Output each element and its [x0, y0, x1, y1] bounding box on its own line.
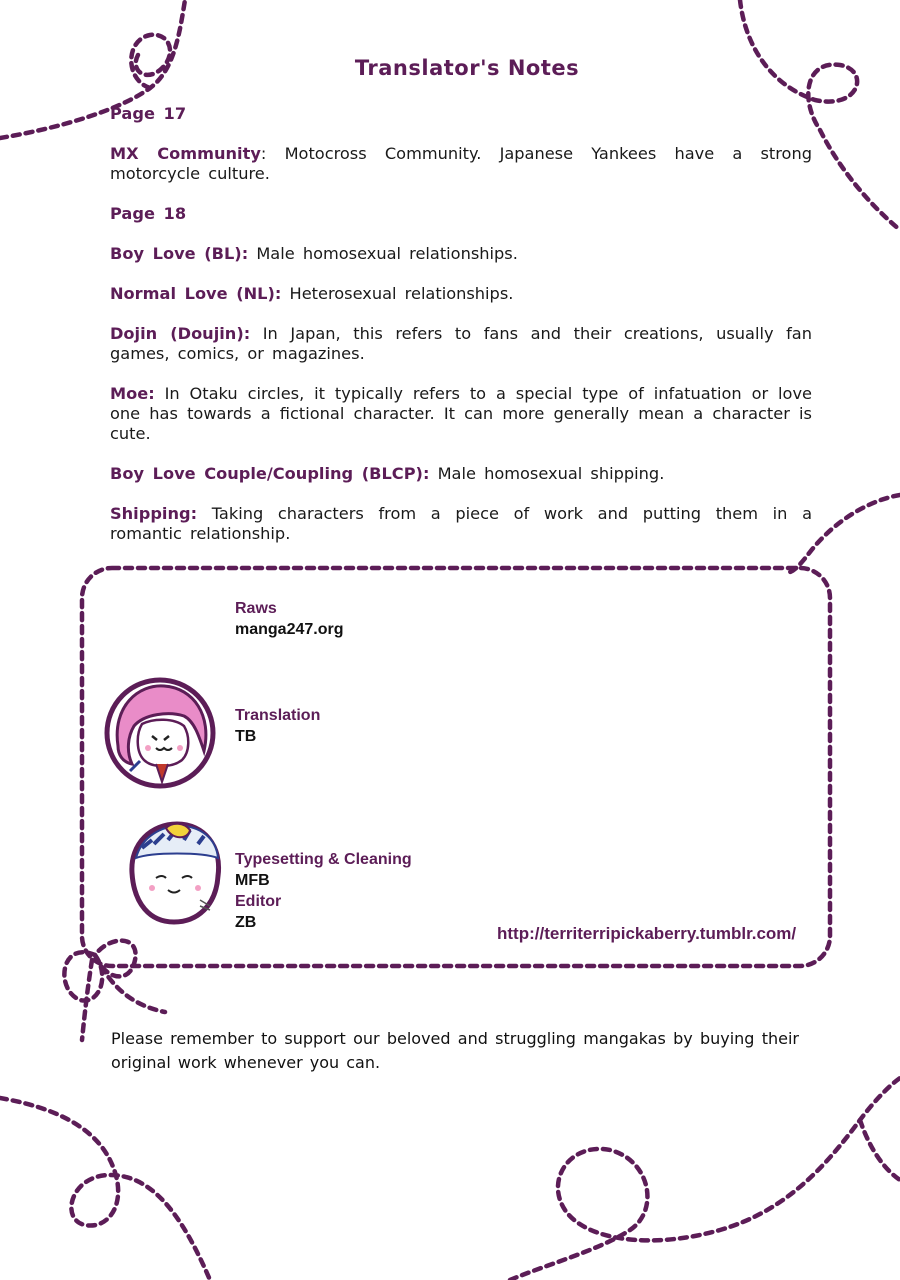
page-heading: Page 17 [110, 104, 187, 123]
credit-name: manga247.org [235, 621, 344, 638]
note-item [110, 144, 812, 184]
note-definition: Heterosexual relationships. [289, 284, 514, 303]
credit-name: MFB [235, 872, 270, 889]
note-definition: Male homosexual shipping. [437, 464, 665, 483]
pink-hair-chibi-icon [104, 676, 216, 790]
credit-raws [235, 598, 343, 640]
note-term: Normal Love (NL): [110, 284, 282, 303]
note-definition: Motocross Community. Japanese Yankees have a strong motorcycle culture. [110, 144, 812, 183]
credit-translation [235, 705, 320, 747]
translator-notes [110, 104, 812, 544]
note-item [110, 324, 812, 364]
credit-name: ZB [235, 914, 257, 931]
group-website-link[interactable]: http://territerripickaberry.tumblr.com/ [497, 924, 797, 943]
note-term: Moe: [110, 384, 155, 403]
note-term: Boy Love (BL): [110, 244, 249, 263]
page-title: Translator's Notes [354, 56, 580, 80]
note-definition: Taking characters from a piece of work and putting them in a romantic relationship. [110, 504, 812, 543]
page-heading: Page 18 [110, 204, 187, 223]
note-definition: In Japan, this refers to fans and their creations, usually fan games, comics, or magazines. [110, 324, 812, 363]
note-term: MX Community [110, 144, 261, 163]
note-term: Boy Love Couple/Coupling (BLCP): [110, 464, 430, 483]
note-definition: In Otaku circles, it typically refers to a special type of infatuation or love one has towards a fictional character. It can more generally mean a character is cute. [110, 384, 813, 443]
note-item [110, 384, 812, 444]
credit-role: Raws [235, 600, 277, 617]
striped-hat-chibi-icon [122, 818, 228, 928]
note-term: Shipping: [110, 504, 198, 523]
credit-name: TB [235, 728, 257, 745]
note-item [110, 464, 812, 484]
note-item [110, 244, 812, 264]
note-definition: Male homosexual relationships. [256, 244, 518, 263]
support-message: Please remember to support our beloved and struggling mangakas by buying their original work whenever you can. [111, 1029, 799, 1072]
credit-role: Editor [235, 893, 282, 910]
note-term: Dojin (Doujin): [110, 324, 251, 343]
note-separator: : [260, 144, 267, 163]
credit-role: Translation [235, 707, 321, 724]
note-item [110, 284, 812, 304]
credit-role: Typesetting & Cleaning [235, 851, 412, 868]
note-item [110, 504, 812, 544]
credit-typesetting [235, 849, 412, 933]
